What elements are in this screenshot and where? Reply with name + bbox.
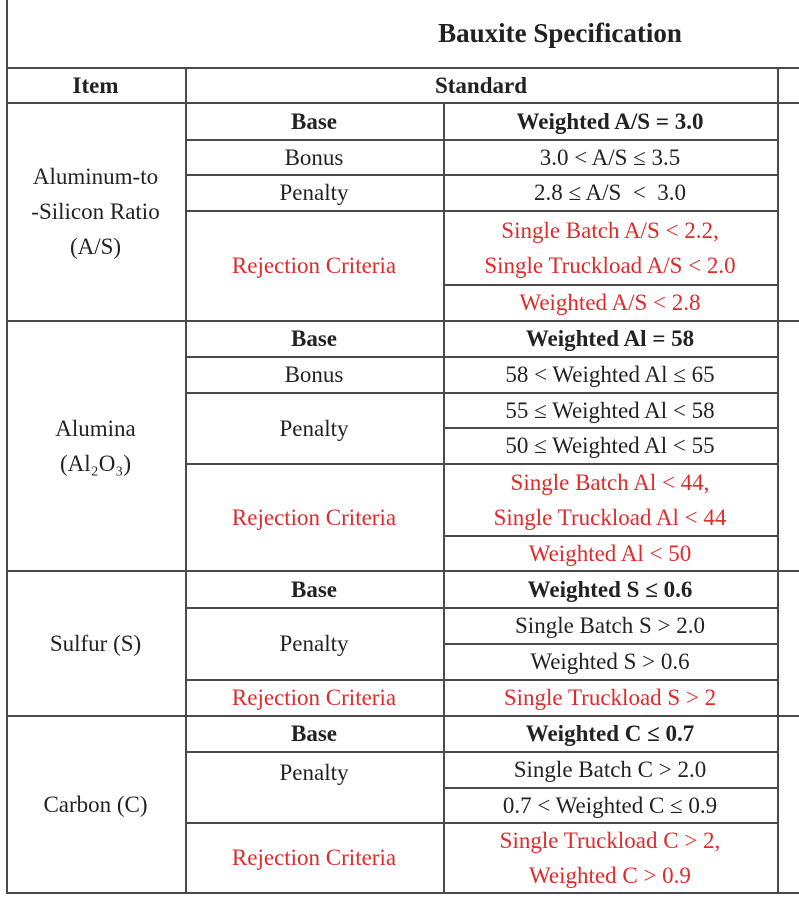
criteria-line: Single Truckload A/S < 2.0 bbox=[484, 252, 736, 278]
criteria-penalty: 50 ≤ Weighted Al < 55 bbox=[505, 433, 715, 458]
item-label-line: (Al₂O₃) bbox=[60, 450, 131, 476]
criteria-line: Single Batch A/S < 2.2, bbox=[501, 217, 719, 243]
criteria-penalty: 0.7 < Weighted C ≤ 0.9 bbox=[502, 792, 718, 818]
criteria-base: Weighted C ≤ 0.7 bbox=[525, 721, 695, 746]
level-base: Base bbox=[291, 108, 337, 134]
level-rejection: Rejection Criteria bbox=[231, 685, 397, 710]
level-base: Base bbox=[291, 326, 337, 351]
level-penalty: Penalty bbox=[279, 631, 349, 656]
criteria-rejection bbox=[443, 823, 777, 892]
table-title: Bauxite Specification bbox=[438, 17, 682, 48]
criteria-penalty: Weighted S > 0.6 bbox=[530, 649, 690, 674]
header-standard: Standard bbox=[434, 72, 528, 98]
border-right bbox=[777, 67, 779, 893]
criteria-penalty: 2.8 ≤ A/S < 3.0 bbox=[533, 180, 687, 205]
criteria-bonus: 58 < Weighted Al ≤ 65 bbox=[505, 362, 715, 387]
level-rejection: Rejection Criteria bbox=[231, 845, 397, 870]
criteria-rejection: Weighted A/S < 2.8 bbox=[519, 290, 701, 315]
level-penalty: Penalty bbox=[279, 180, 349, 205]
item-cell-sulfur: Sulfur (S) bbox=[49, 630, 142, 656]
criteria-penalty: Single Batch C > 2.0 bbox=[513, 757, 707, 782]
criteria-bonus: 3.0 < A/S ≤ 3.5 bbox=[539, 144, 681, 170]
level-base: Base bbox=[291, 576, 337, 602]
level-bonus: Bonus bbox=[284, 362, 344, 387]
level-bonus: Bonus bbox=[284, 144, 344, 170]
criteria-rejection bbox=[443, 211, 777, 284]
criteria-penalty: 55 ≤ Weighted Al < 58 bbox=[505, 397, 715, 423]
item-cell-carbon: Carbon (C) bbox=[43, 791, 148, 817]
level-rejection: Rejection Criteria bbox=[231, 253, 397, 278]
level-penalty: Penalty bbox=[279, 759, 349, 785]
item-label-line: Aluminum-to bbox=[32, 164, 159, 189]
criteria-rejection bbox=[443, 464, 777, 535]
item-label-line: -Silicon Ratio bbox=[31, 199, 160, 224]
item-label-line: (A/S) bbox=[69, 234, 122, 259]
criteria-line: Single Truckload C > 2, bbox=[499, 827, 721, 853]
criteria-rejection: Single Truckload S > 2 bbox=[503, 685, 717, 710]
criteria-rejection: Weighted Al < 50 bbox=[528, 540, 692, 566]
item-cell-alumina bbox=[6, 321, 185, 570]
level-base: Base bbox=[291, 721, 337, 746]
criteria-line: Single Batch Al < 44, bbox=[510, 469, 710, 495]
criteria-base: Weighted A/S = 3.0 bbox=[516, 108, 704, 134]
criteria-line: Weighted C > 0.9 bbox=[529, 862, 691, 888]
item-cell-as-ratio bbox=[6, 103, 185, 320]
item-label-line: Alumina bbox=[55, 415, 136, 441]
criteria-base: Weighted S ≤ 0.6 bbox=[527, 576, 693, 602]
criteria-line: Single Truckload Al < 44 bbox=[493, 504, 727, 530]
header-item: Item bbox=[72, 72, 119, 98]
criteria-penalty: Single Batch S > 2.0 bbox=[515, 613, 705, 638]
level-penalty: Penalty bbox=[279, 415, 349, 441]
criteria-base: Weighted Al = 58 bbox=[525, 326, 695, 351]
level-rejection: Rejection Criteria bbox=[231, 504, 397, 530]
